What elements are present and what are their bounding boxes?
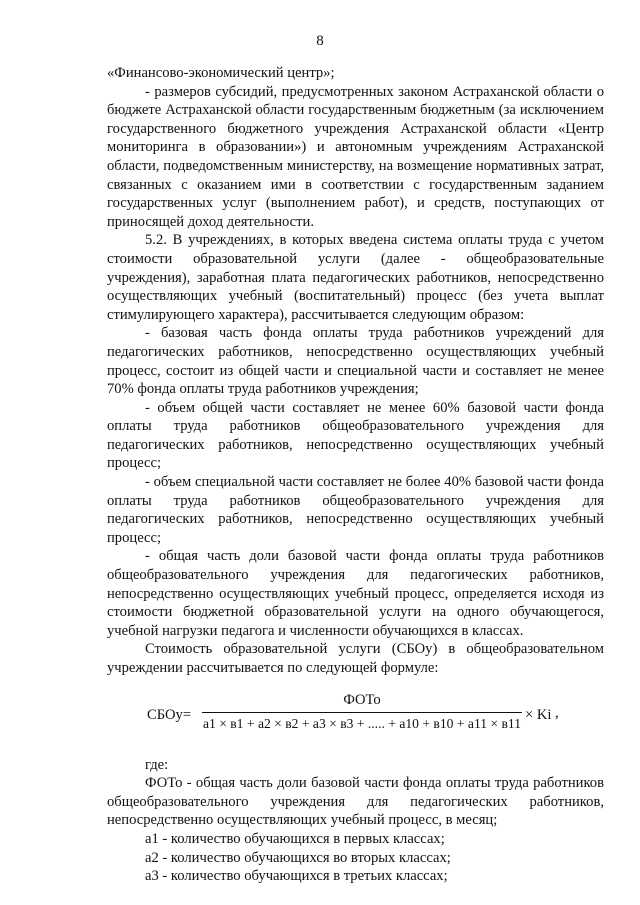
paragraph: «Финансово-экономический центр»;: [107, 65, 335, 81]
paragraph: а1 - количество обучающихся в первых классах;: [145, 830, 445, 847]
paragraph: 5.2. В учреждениях, в которых введена система оплаты труда с учетом стоимости образовательной услуги (далее - общеобразовательные учреждения), заработная плата педагогических работников, непосредственно осуществляющих учебный (воспитательный) процесс (без учета выплат стимулирующего характера), рассчитывается следующим образом:: [107, 232, 604, 323]
paragraph: - базовая часть фонда оплаты труда работников учреждений для педагогических работников, непосредственно осуществляющих учебный процесс, состоит из общей части и специальной части и составляет не менее 70% фонда оплаты труда работников учреждения;: [107, 325, 604, 398]
formula-comma: ,: [555, 704, 559, 721]
paragraph: - общая часть доли базовой части фонда оплаты труда работников общеобразовательного учреждения для педагогических работников, непосредственно осуществляющих учебный процесс, определяется исходя из стоимости бюджетной образовательной услуги на одного обучающегося, учебной нагрузки педагога и численности обучающихся в классах.: [107, 548, 604, 639]
paragraph: ФОТо - общая часть доли базовой части фонда оплаты труда работников общеобразовательного учреждения для педагогических работников, непосредственно осуществляющих учебный процесс, в месяц;: [107, 775, 604, 829]
formula-rhs: × Ki: [525, 706, 552, 723]
formula-numerator: ФОТо: [343, 691, 381, 708]
page-number: 8: [316, 33, 324, 49]
paragraph: Стоимость образовательной услуги (СБОу) в общеобразовательном учреждении рассчитывается по следующей формуле:: [107, 641, 604, 676]
document-body: [107, 64, 604, 886]
formula-block: [107, 692, 604, 736]
formula-lhs: СБОу=: [147, 706, 192, 723]
paragraph: - объем специальной части составляет не более 40% базовой части фонда оплаты труда работников общеобразовательного учреждения для педагогических работников, непосредственно осуществляющих учебный процесс;: [107, 474, 604, 546]
paragraph: где:: [145, 756, 169, 773]
paragraph: а3 - количество обучающихся в третьих классах;: [145, 868, 448, 885]
formula-fraction: [202, 692, 522, 732]
paragraph: а2 - количество обучающихся во вторых классах;: [145, 849, 451, 866]
paragraph: - размеров субсидий, предусмотренных законом Астраханской области о бюджете Астраханской области государственным бюджетным (за исключением государственного бюджетного учреждения Астраханской области «Центр мониторинга в образовании») и автономным учреждениям Астраханской области, подведомственным министерству, на возмещение нормативных затрат, связанных с оказанием ими в соответствии с государственным заданием государственных услуг (выполнением работ), и средств, поступающих от приносящей доход деятельности.: [107, 83, 604, 230]
paragraph: - объем общей части составляет не менее 60% базовой части фонда оплаты труда работников общеобразовательного учреждения для педагогических работников, непосредственно осуществляющих учебный процесс;: [107, 399, 604, 472]
formula-denominator: а1 × в1 + а2 × в2 + а3 × в3 + ..... + а10 + в10 + а11 × в11: [202, 715, 522, 731]
fraction-bar: [202, 712, 522, 713]
paragraph-group-a: [107, 64, 604, 678]
paragraph-group-b: [107, 756, 604, 886]
